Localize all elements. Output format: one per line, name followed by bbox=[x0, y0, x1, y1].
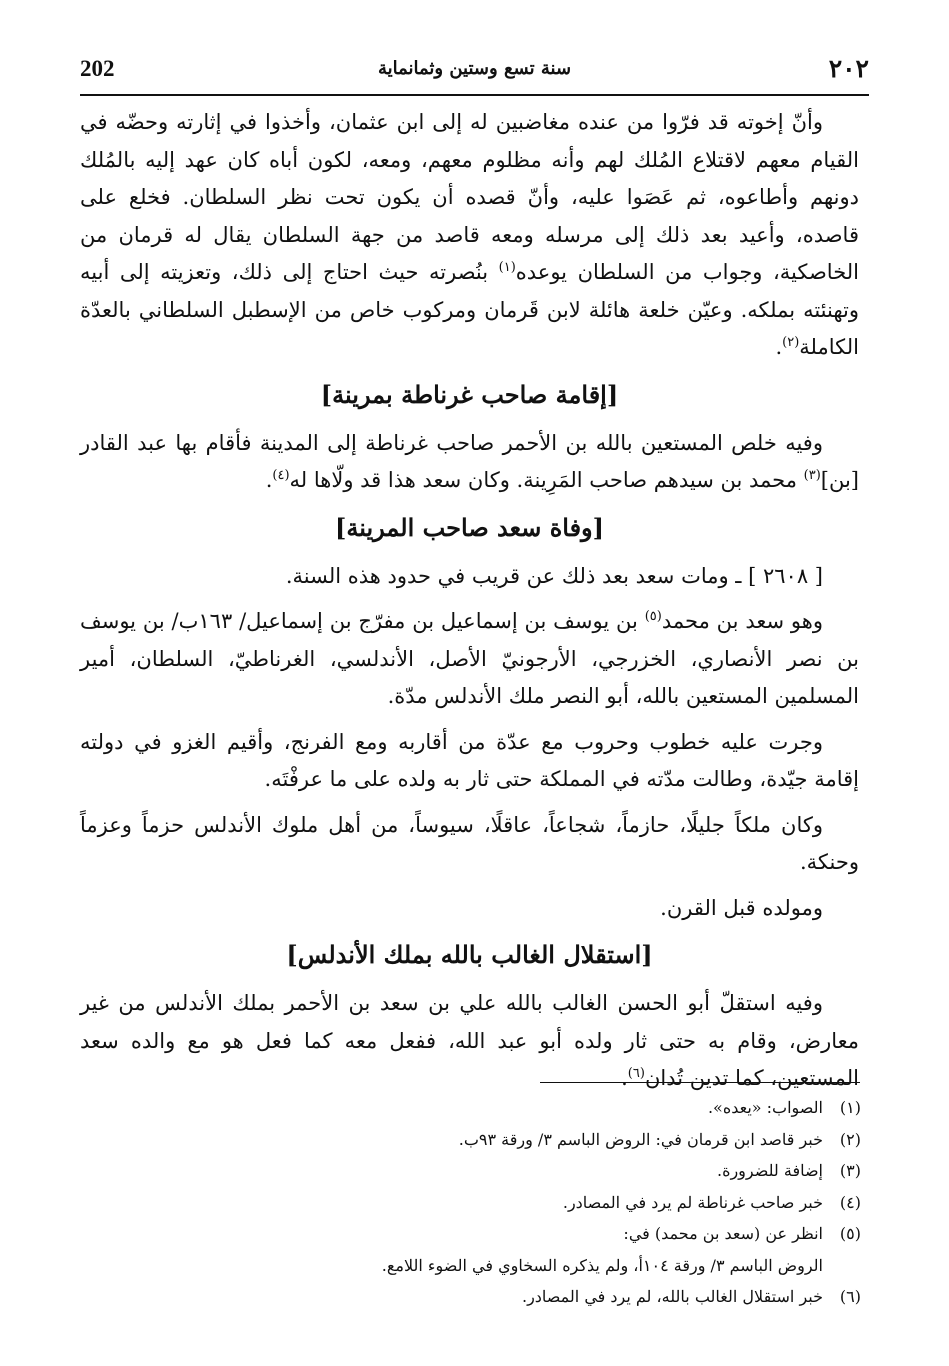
footnote-number: (٢) bbox=[839, 1129, 861, 1149]
footnote-separator bbox=[540, 1082, 860, 1083]
footnote-number: (٦) bbox=[839, 1287, 861, 1306]
footnote-number: (٤) bbox=[839, 1192, 861, 1212]
footnote-number: (١) bbox=[839, 1098, 861, 1117]
paragraph-text: . bbox=[265, 468, 273, 492]
footnote-ref: (٤) bbox=[272, 468, 290, 483]
footnote-number: (٥) bbox=[839, 1224, 861, 1243]
footnote bbox=[200, 1218, 861, 1250]
paragraph bbox=[80, 425, 859, 500]
footnote-ref: (٣) bbox=[803, 468, 821, 483]
section-heading: [وفاة سعد صاحب المرينة] bbox=[335, 512, 604, 542]
paragraph: وكان ملكاً جليلًا، حازماً، شجاعاً، عاقلًا، سيوساً، من أهل ملوك الأندلس حزماً وعزماً وحنكة. bbox=[80, 812, 859, 874]
paragraph-text: وأنّ إخوته قد فرّوا من عنده مغاضبين له إلى ابن عثمان، وأخذوا في إثارته وحضّه في القيام معهم لاقتلاع المُلك لهم وأنه مظلوم معهم، ومعه، لكون أباه كان عهد إليه بالمُلك دونهم وأطاعوه، ثم عَصَوا عليه، وأنّ قصده أن يكون تحت نظر السلطان. فخلع على قاصده، وأعيد بعد ذلك إلى مرسله ومعه قاصد من جهة السلطان يقال له قرمان من الخاصكية، وجواب من السلطان يوعده bbox=[80, 110, 859, 284]
paragraph-text: بن يوسف بن إسماعيل بن مفرّج بن إسماعيل/ ١٦٣ب/ بن يوسف بن نصر الأنصاري، الخزرجي، الأرجونيّ الأصل، الأندلسي، الغرناطيّ، السلطان، أمير المسلمين المستعين بالله، أبو النصر ملك الأندلس مدّة. bbox=[80, 609, 859, 708]
section-heading: [إقامة صاحب غرناطة بمرينة] bbox=[320, 379, 619, 409]
footnote-ref: (٥) bbox=[644, 609, 662, 624]
paragraph-text: وهو سعد بن محمد bbox=[661, 609, 823, 633]
paragraph-text: وفيه استقلّ أبو الحسن الغالب بالله علي بن سعد بن الأحمر بملك الأندلس من غير معارض، وقام به حتى ثار ولده أبو عبد الله، ففعل معه كما فعل هو مع والده سعد المستعين، كما تدين تُدان bbox=[80, 991, 859, 1090]
footnote-continuation: الروض الباسم ٣/ ورقة ١٠٤أ، ولم يذكره السخاوي في الضوء اللامع. bbox=[381, 1255, 823, 1275]
page-header bbox=[80, 54, 869, 96]
paragraph: وجرت عليه خطوب وحروب مع عدّة من أقاربه ومع الفرنج، وأقيم الغزو في دولته إقامة جيّدة، وطالت مدّته في المملكة حتى ثار به ولده على ما عرفْتَه. bbox=[80, 729, 859, 791]
footnote-number: (٣) bbox=[839, 1161, 861, 1180]
footnote bbox=[200, 1281, 861, 1313]
footnote-ref: (١) bbox=[498, 260, 516, 275]
footnote bbox=[200, 1092, 861, 1124]
paragraph bbox=[80, 985, 859, 1098]
paragraph bbox=[80, 104, 859, 367]
footnote-text: خبر قاصد ابن قرمان في: الروض الباسم ٣/ ورقة ٩٣ب. bbox=[458, 1129, 823, 1149]
paragraph: ومولده قبل القرن. bbox=[660, 895, 823, 920]
paragraph: [ ٢٦٠٨ ] ـ ومات سعد بعد ذلك عن قريب في حدود هذه السنة. bbox=[285, 563, 823, 588]
footnote bbox=[200, 1155, 861, 1187]
section-heading: [استقلال الغالب بالله بملك الأندلس] bbox=[286, 940, 653, 969]
footnote-text: إضافة للضرورة. bbox=[716, 1161, 823, 1180]
footnote-ref: (٢) bbox=[782, 335, 800, 350]
footnote-text: الصواب: «يعده». bbox=[707, 1098, 823, 1117]
paragraph bbox=[80, 603, 859, 716]
page-number-latin: 202 bbox=[80, 56, 115, 81]
page-number-arabic: ٢٠٢ bbox=[828, 54, 869, 83]
paragraph-text: . bbox=[621, 1066, 628, 1090]
paragraph-text: محمد بن سيدهم صاحب المَرِينة. وكان سعد هذا قد ولّاها له bbox=[289, 468, 804, 492]
footnote-text: خبر صاحب غرناطة لم يرد في المصادر. bbox=[562, 1192, 823, 1212]
footnote-ref: (٦) bbox=[627, 1066, 645, 1081]
paragraph-text: وفيه خلص المستعين بالله بن الأحمر صاحب غرناطة إلى المدينة فأقام بها عبد القادر [بن] bbox=[80, 430, 859, 492]
footnote-text: انظر عن (سعد بن محمد) في: bbox=[623, 1224, 823, 1243]
footnote bbox=[200, 1124, 861, 1156]
main-text bbox=[80, 104, 859, 1106]
footnotes bbox=[200, 1092, 861, 1313]
paragraph-text: . bbox=[775, 335, 783, 359]
running-title: سنة تسع وستين وثمانماية bbox=[377, 58, 572, 79]
paragraph-text: بنُصرته حيث احتاج إلى ذلك، وتعزيته إلى أبيه وتهنئته بملكه. وعيّن خلعة هائلة لابن قَرمان ومركوب خاص من الإسطبل السلطاني بالعدّة الكاملة bbox=[80, 260, 859, 359]
footnote-text: خبر استقلال الغالب بالله، لم يرد في المصادر. bbox=[521, 1287, 823, 1306]
footnote bbox=[200, 1187, 861, 1219]
